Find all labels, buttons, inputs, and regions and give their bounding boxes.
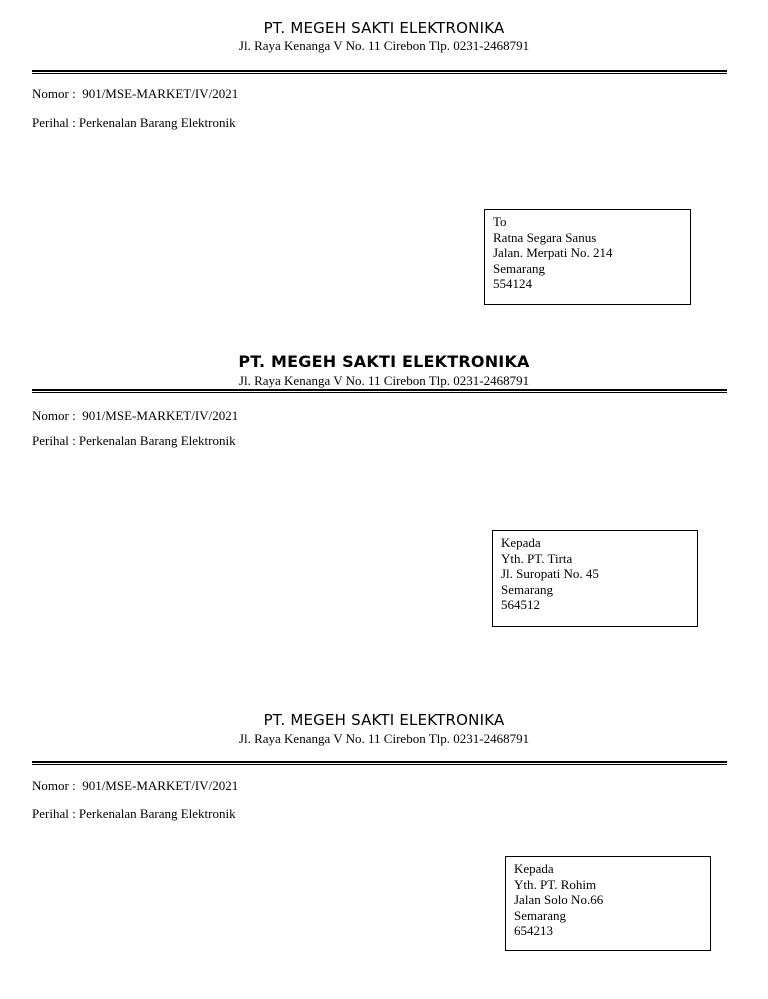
recipient-box [505, 856, 711, 951]
company-address: Jl. Raya Kenanga V No. 11 Cirebon Tlp. 0231-2468791 [238, 38, 530, 53]
company-address: Jl. Raya Kenanga V No. 11 Cirebon Tlp. 0231-2468791 [238, 373, 530, 388]
header-divider [32, 761, 727, 765]
company-address: Jl. Raya Kenanga V No. 11 Cirebon Tlp. 0231-2468791 [238, 731, 530, 746]
recipient-line: Semarang [514, 907, 566, 923]
letter-number: Nomor : 901/MSE-MARKET/IV/2021 [32, 408, 239, 423]
recipient-line: Ratna Segara Sanus [493, 229, 597, 245]
recipient-line: Jl. Suropati No. 45 [501, 566, 599, 582]
company-name: PT. MEGEH SAKTI ELEKTRONIKA [263, 711, 505, 729]
recipient-line: Yth. PT. Tirta [501, 550, 573, 566]
recipient-line: 654213 [514, 923, 553, 939]
recipient-line: 554124 [493, 276, 532, 292]
recipient-line: Semarang [501, 581, 553, 597]
recipient-line: Kepada [514, 861, 554, 876]
letter-number: Nomor : 901/MSE-MARKET/IV/2021 [32, 778, 239, 793]
recipient-line: Jalan. Merpati No. 214 [493, 245, 613, 261]
recipient-line: Jalan Solo No.66 [514, 892, 604, 908]
company-name: PT. MEGEH SAKTI ELEKTRONIKA [263, 19, 505, 37]
recipient-line: Yth. PT. Rohim [514, 876, 597, 892]
letter-subject: Perihal : Perkenalan Barang Elektronik [32, 806, 236, 821]
letter-number: Nomor : 901/MSE-MARKET/IV/2021 [32, 86, 239, 101]
company-name: PT. MEGEH SAKTI ELEKTRONIKA [238, 352, 530, 371]
recipient-line: Semarang [493, 260, 545, 276]
letter-subject: Perihal : Perkenalan Barang Elektronik [32, 433, 236, 448]
recipient-line: 564512 [501, 597, 540, 613]
recipient-line: To [493, 214, 507, 229]
recipient-line: Kepada [501, 535, 541, 550]
letter-subject: Perihal : Perkenalan Barang Elektronik [32, 115, 236, 130]
